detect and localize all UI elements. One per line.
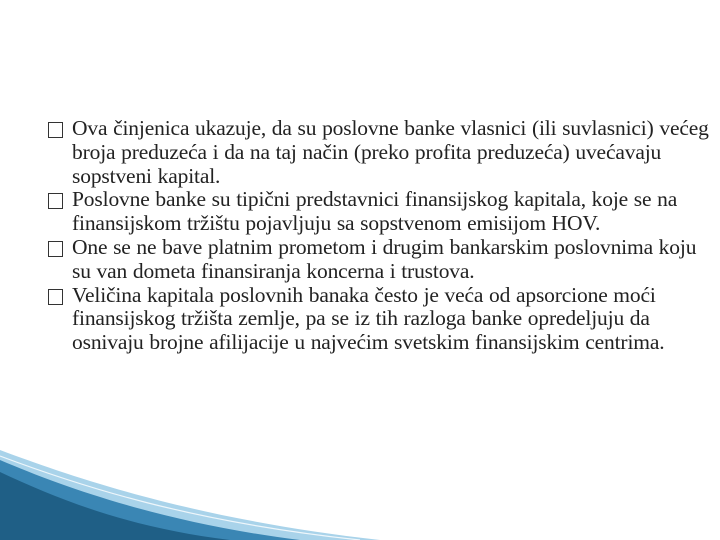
bullet-text-3: One se ne bave platnim prometom i drugim bankarskim poslovnima koju su van dometa finansiranja koncerna i trustova.	[72, 234, 697, 283]
bullet-item-1	[48, 117, 714, 188]
bullet-item-3	[48, 236, 714, 284]
empty-square-bullet-icon	[48, 122, 63, 138]
bullet-text-4: Veličina kapitala poslovnih banaka često je veća od apsorcione moći finansijskog tržišta zemlje, pa se iz tih razloga banke opredeljuju da osnivaju brojne afilijacije u najvećim svetskim finansijskim centrima.	[72, 282, 665, 355]
bullet-text-1: Ova činjenica ukazuje, da su poslovne banke vlasnici (ili suvlasnici) većeg broja preduzeća i da na taj način (preko profita preduzeća) uvećavaju sopstveni kapital.	[72, 116, 709, 188]
empty-square-bullet-icon	[48, 241, 63, 257]
bullet-list	[48, 117, 714, 355]
empty-square-bullet-icon	[48, 193, 63, 209]
corner-wave-decoration	[0, 450, 380, 540]
bullet-text-2: Poslovne banke su tipični predstavnici finansijskog kapitala, koje se na finansijskom tržištu pojavljuju sa sopstvenom emisijom HOV.	[72, 187, 678, 236]
bullet-item-4	[48, 284, 714, 355]
empty-square-bullet-icon	[48, 289, 63, 305]
bullet-item-2	[48, 188, 714, 236]
